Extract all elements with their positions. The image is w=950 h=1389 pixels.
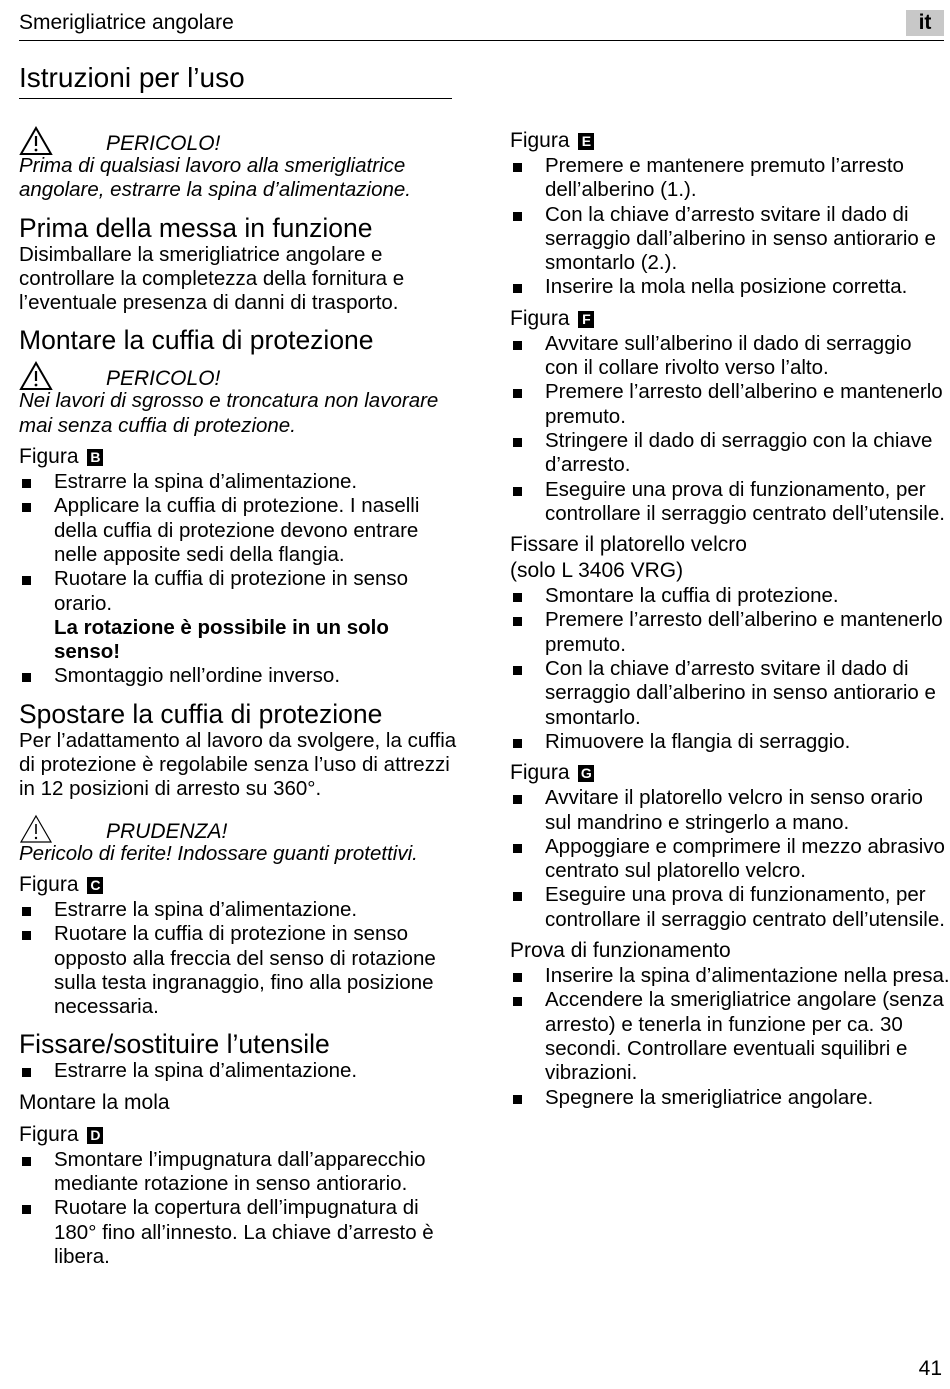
list-item: Avvitare il platorello velcro in senso orario sul mandrino e stringerlo a mano. xyxy=(510,786,950,835)
bullet-list xyxy=(510,786,950,932)
warning-text: Nei lavori di sgrosso e troncatura non lavorare mai senza cuffia di protezione. xyxy=(19,389,439,437)
list-item: Spegnere la smerigliatrice angolare. xyxy=(510,1086,950,1110)
warning-header xyxy=(19,126,459,154)
figure-label: Figura xyxy=(19,445,79,469)
list-item: Ruotare la cuffia di protezione in senso opposto alla freccia del senso di rotazione sulla testa ingranaggio, fino alla posizione necessaria. xyxy=(19,922,459,1019)
bullet-list xyxy=(19,664,459,688)
bullet-list xyxy=(510,584,950,754)
subsection-title: Montare la mola xyxy=(19,1090,170,1114)
list-item: Appoggiare e comprimere il mezzo abrasivo centrato sul platorello velcro. xyxy=(510,835,950,884)
figure-badge: D xyxy=(87,1127,103,1144)
list-item: Avvitare sull’alberino il dado di serraggio con il collare rivolto verso l’alto. xyxy=(510,332,950,381)
section-title: Prima della messa in funzione xyxy=(19,212,373,243)
left-column xyxy=(19,120,459,1269)
figure-label: Figura xyxy=(510,761,570,785)
list-item: Stringere il dado di serraggio con la chiave d’arresto. xyxy=(510,429,950,478)
figure-ref xyxy=(510,128,950,154)
list-item: Applicare la cuffia di protezione. I naselli della cuffia di protezione devono entrare nelle apposite sedi della flangia. xyxy=(19,494,459,567)
figure-badge: C xyxy=(87,877,103,894)
list-item: Accendere la smerigliatrice angolare (senza arresto) e tenerla in funzione per ca. 30 secondi. Controllare eventuali squilibri e vibrazioni. xyxy=(510,988,950,1085)
list-item: Estrarre la spina d’alimentazione. xyxy=(19,898,459,922)
figure-ref xyxy=(510,306,950,332)
caution-text: Pericolo di ferite! Indossare guanti protettivi. xyxy=(19,841,418,865)
bullet-list xyxy=(510,332,950,526)
figure-label: Figura xyxy=(19,872,79,896)
list-item: Smontare l’impugnatura dall’apparecchio mediante rotazione in senso antiorario. xyxy=(19,1148,459,1197)
list-item: Ruotare la cuffia di protezione in senso orario. xyxy=(19,567,459,616)
caution-triangle-icon xyxy=(19,814,53,844)
warning-header xyxy=(19,361,459,389)
bullet-list xyxy=(19,470,459,616)
figure-label: Figura xyxy=(510,129,570,152)
list-item: Eseguire una prova di funzionamento, per controllare il serraggio centrato dell’utensile. xyxy=(510,883,950,932)
caution-header xyxy=(19,814,459,842)
warning-label: PERICOLO! xyxy=(106,367,221,391)
figure-label: Figura xyxy=(510,306,570,330)
list-item: Premere l’arresto dell’alberino e mantenerlo premuto. xyxy=(510,380,950,429)
right-column xyxy=(510,128,950,1110)
list-item: Estrarre la spina d’alimentazione. xyxy=(19,1059,459,1083)
figure-badge: E xyxy=(578,133,594,150)
list-item: Inserire la mola nella posizione corretta. xyxy=(510,275,950,299)
subsection-title-model: (solo L 3406 VRG) xyxy=(510,559,684,583)
bullet-list xyxy=(19,1148,459,1269)
warning-triangle-icon xyxy=(19,126,53,156)
list-item: Con la chiave d’arresto svitare il dado di serraggio dall’alberino in senso antiorario e smontarlo. xyxy=(510,657,950,730)
subsection-title: Prova di funzionamento xyxy=(510,939,731,963)
section-title: Montare la cuffia di protezione xyxy=(19,325,374,356)
list-item: Con la chiave d’arresto svitare il dado di serraggio dall’alberino in senso antiorario e smontarlo (2.). xyxy=(510,203,950,276)
warning-text: Prima di qualsiasi lavoro alla smerigliatrice angolare, estrarre la spina d’alimentazione. xyxy=(19,154,412,202)
header-title: Smerigliatrice angolare xyxy=(19,11,234,34)
figure-label: Figura xyxy=(19,1122,79,1146)
list-item: Smontare la cuffia di protezione. xyxy=(510,584,950,608)
page-number: 41 xyxy=(918,1357,942,1380)
page-header xyxy=(19,10,944,41)
figure-ref xyxy=(19,444,459,470)
figure-ref xyxy=(19,1122,459,1148)
bold-note: La rotazione è possibile in un solo senso! xyxy=(54,615,389,664)
figure-ref xyxy=(19,872,459,898)
list-item: Ruotare la copertura dell’impugnatura di 180° fino all’innesto. La chiave d’arresto è libera. xyxy=(19,1196,459,1269)
bullet-list xyxy=(510,154,950,300)
bullet-list xyxy=(19,898,459,1019)
caution-label: PRUDENZA! xyxy=(106,819,228,843)
list-item: Premere e mantenere premuto l’arresto dell’alberino (1.). xyxy=(510,154,950,203)
figure-ref xyxy=(510,760,950,786)
figure-badge: B xyxy=(87,449,103,466)
bullet-list xyxy=(510,964,950,1110)
list-item: Premere l’arresto dell’alberino e mantenerlo premuto. xyxy=(510,608,950,657)
figure-badge: F xyxy=(578,311,594,328)
section-text: Per l’adattamento al lavoro da svolgere, la cuffia di protezione è regolabile senza l’uso di attrezzi in 12 posizioni di arresto su 360°. xyxy=(19,728,457,801)
list-item: Rimuovere la flangia di serraggio. xyxy=(510,730,950,754)
section-title: Fissare/sostituire l’utensile xyxy=(19,1029,330,1060)
figure-badge: G xyxy=(578,765,594,782)
list-item: Inserire la spina d’alimentazione nella presa. xyxy=(510,964,950,988)
list-item: Smontaggio nell’ordine inverso. xyxy=(19,664,459,688)
warning-triangle-icon xyxy=(19,361,53,391)
subsection-title: Fissare il platorello velcro xyxy=(510,533,747,557)
warning-label: PERICOLO! xyxy=(106,132,221,155)
section-title: Spostare la cuffia di protezione xyxy=(19,698,383,729)
list-item: Estrarre la spina d’alimentazione. xyxy=(19,470,459,494)
main-title: Istruzioni per l’uso xyxy=(19,62,452,99)
section-text: Disimballare la smerigliatrice angolare e controllare la completezza della fornitura e l’eventuale presenza di danni di trasporto. xyxy=(19,242,405,315)
language-badge: it xyxy=(906,10,944,36)
list-item: Eseguire una prova di funzionamento, per controllare il serraggio centrato dell’utensile. xyxy=(510,478,950,527)
bullet-list xyxy=(19,1059,459,1083)
